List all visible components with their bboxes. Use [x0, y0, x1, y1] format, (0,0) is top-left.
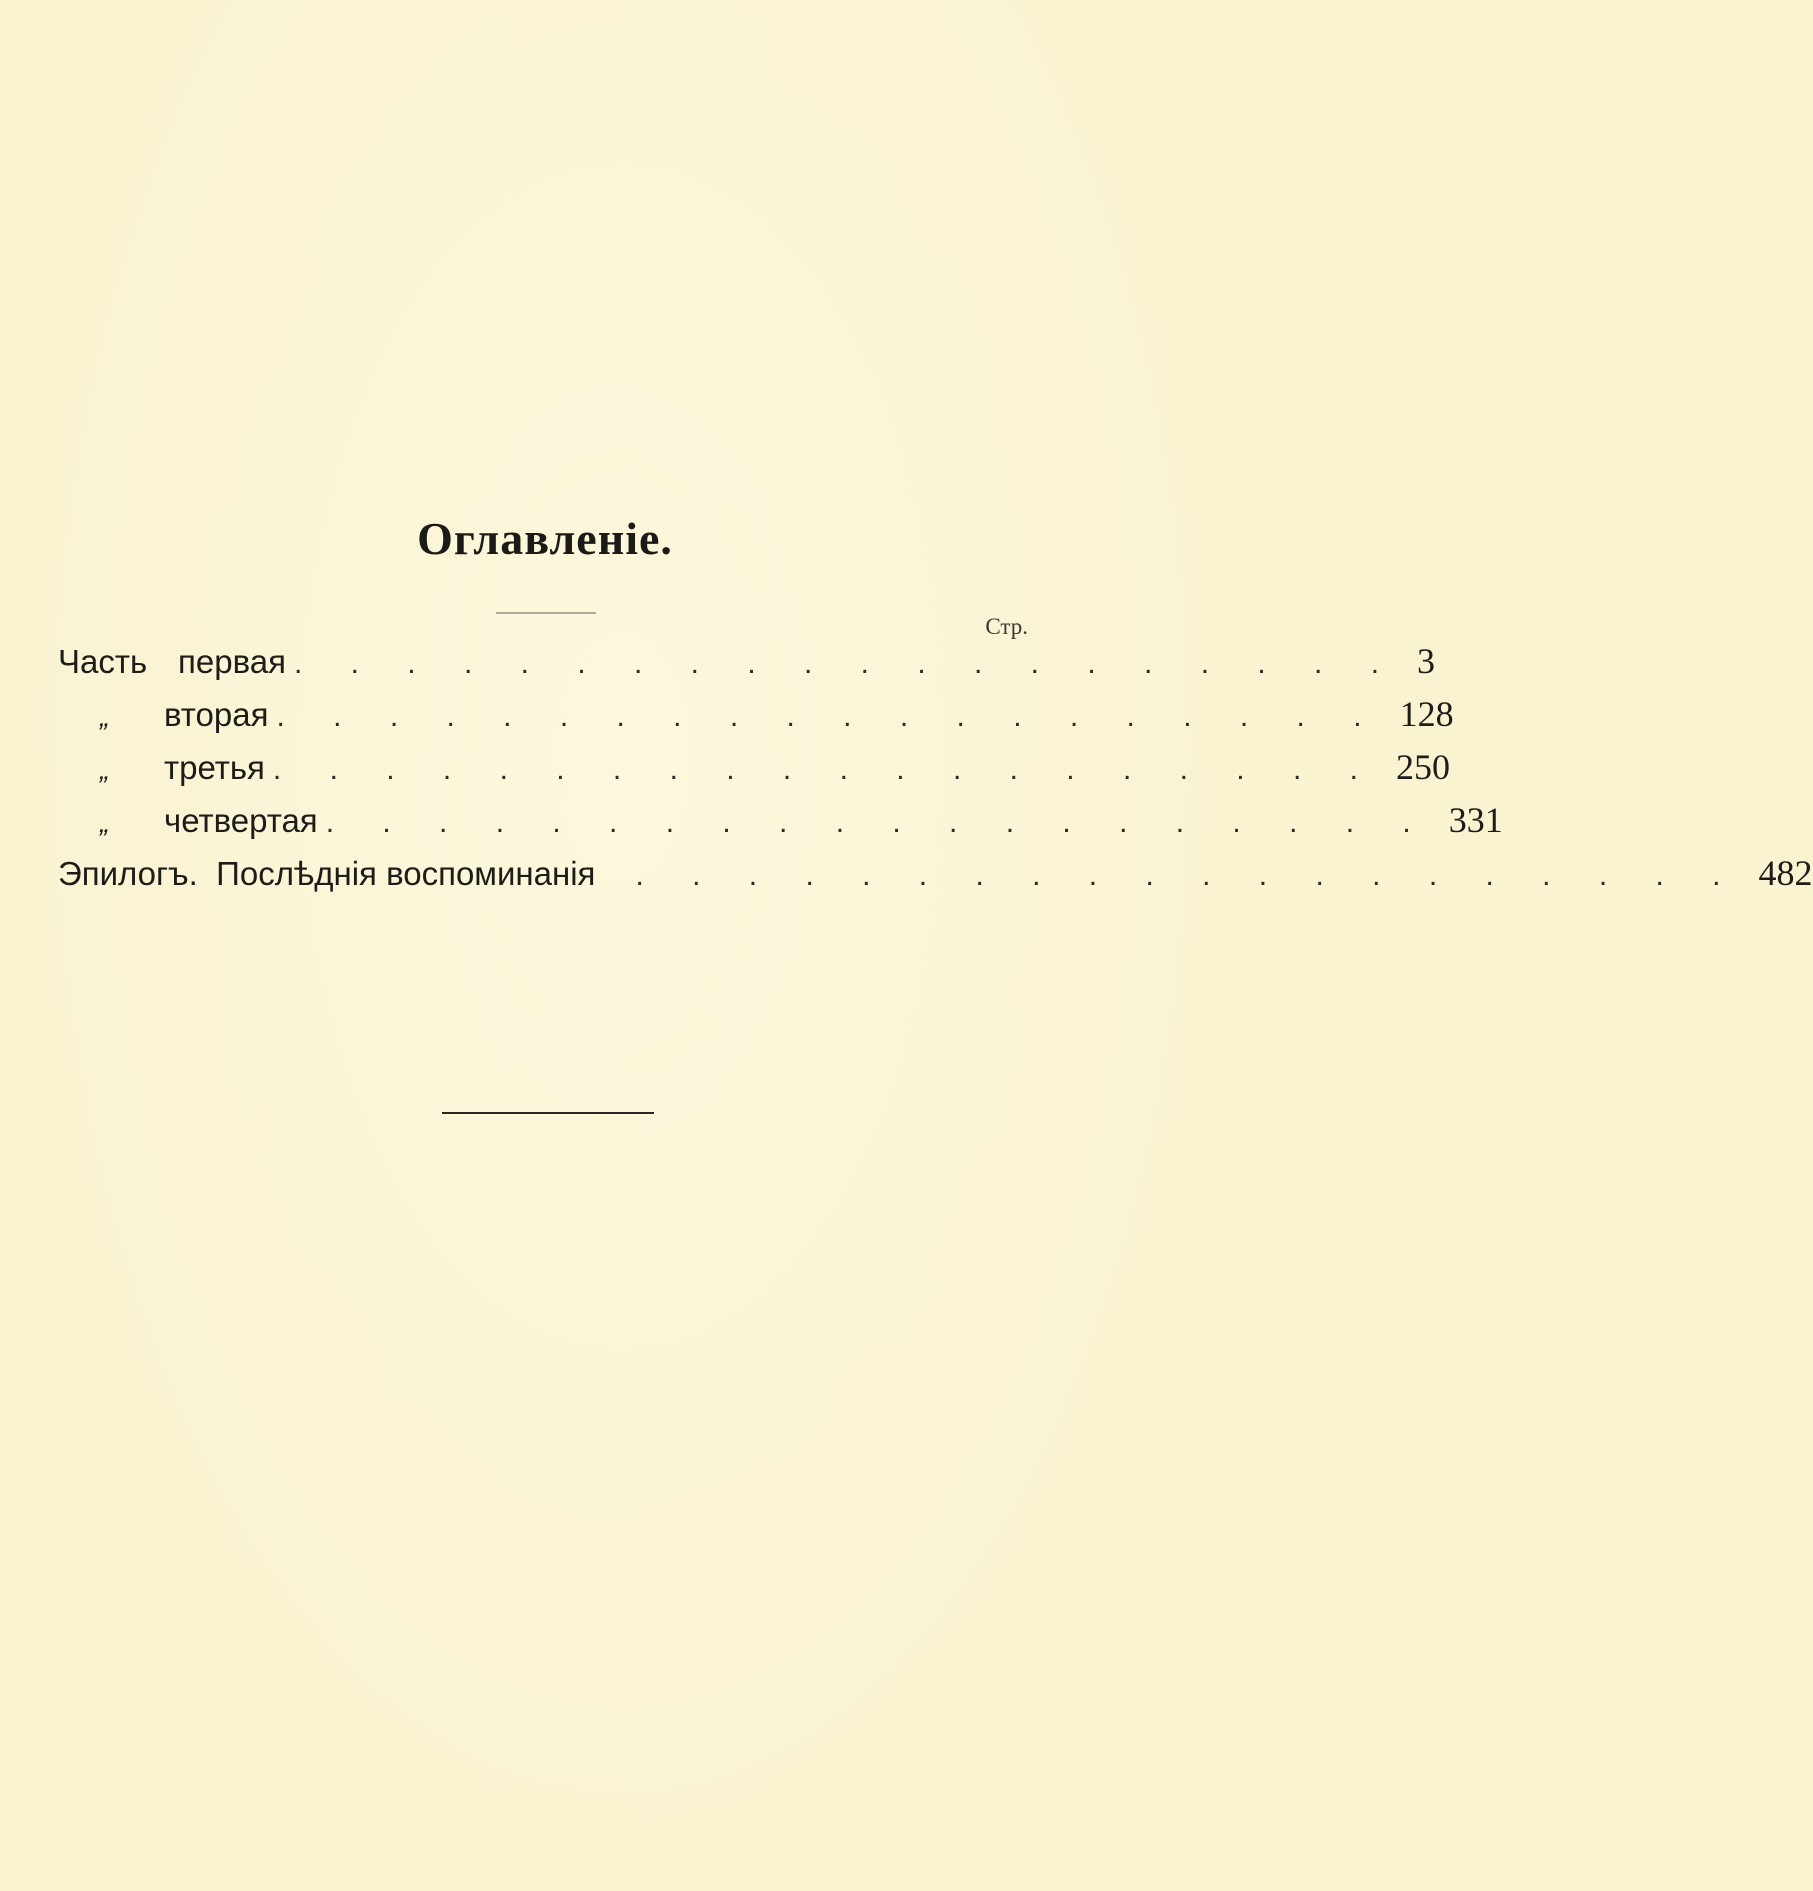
toc-entry-label: третья — [164, 749, 265, 786]
toc-entry-lead — [58, 802, 318, 840]
toc-leader-dots: . . . . . . . . . . . . . . . . . . . . — [635, 859, 1741, 892]
toc-entry-ditto-mark: „ — [100, 701, 110, 732]
toc-entry-ditto-mark: „ — [100, 754, 110, 785]
toc-entry-page: 331 — [1448, 800, 1503, 840]
toc-entry-page: 482 — [1758, 853, 1813, 893]
toc-entry-lead — [58, 749, 265, 787]
toc-entry-ditto-mark: „ — [100, 807, 110, 838]
toc-entry-part-three — [58, 746, 1450, 799]
toc-entry-part-two — [58, 693, 1454, 746]
page-column-header: Стр. — [985, 614, 1028, 639]
page-title: Оглавленiе. — [417, 513, 673, 564]
toc-entry-page: 3 — [1417, 641, 1436, 681]
title-divider — [496, 612, 596, 614]
toc-entry-label: четвертая — [164, 802, 318, 839]
toc-entry-page: 250 — [1395, 747, 1450, 787]
toc-entry-page: 128 — [1399, 694, 1454, 734]
toc-leader-dots: . . . . . . . . . . . . . . . . . . . . — [293, 647, 1400, 680]
toc-entry-label: первая — [178, 643, 286, 680]
toc-entry-lead — [58, 643, 286, 681]
toc-leader-dots: . . . . . . . . . . . . . . . . . . . . — [325, 806, 1431, 839]
toc-entry-lead — [58, 855, 595, 893]
toc-entry-epilogue — [58, 852, 1813, 905]
toc-leader-dots: . . . . . . . . . . . . . . . . . . . . — [276, 700, 1382, 733]
toc-entry-part-four — [58, 799, 1503, 852]
toc-leader-dots: . . . . . . . . . . . . . . . . . . . . — [272, 753, 1378, 786]
toc-entry-label: Эпилогъ. Послѣднія воспоминанія — [58, 855, 596, 892]
closing-divider — [442, 1112, 654, 1114]
toc-entry-prefix: Часть — [58, 643, 148, 680]
toc-entry-part-one — [58, 640, 1436, 693]
toc-entry-lead — [58, 696, 268, 734]
toc-entry-label: вторая — [164, 696, 269, 733]
table-of-contents — [58, 640, 1813, 905]
